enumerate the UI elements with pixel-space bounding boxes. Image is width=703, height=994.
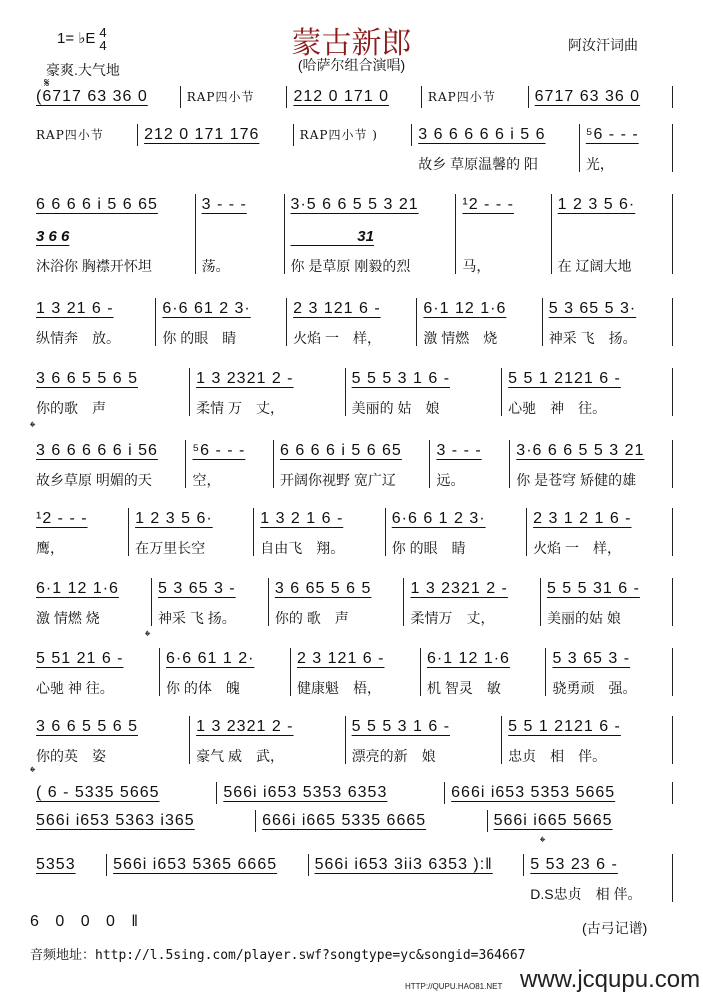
- score-row: [30, 194, 673, 274]
- measure: [502, 368, 673, 416]
- song-title: 蒙古新郎: [291, 26, 412, 61]
- measure: [346, 368, 503, 416]
- notes: 212 0 171 0: [293, 88, 389, 105]
- measure: [412, 124, 580, 172]
- notes: 5 5 5 3 1 6 -: [351, 370, 451, 387]
- measure: [580, 124, 673, 172]
- lyric: 你 的眼 睛: [391, 540, 466, 556]
- lyric: 远。: [436, 472, 465, 488]
- lyric: 火焰 一 样，: [533, 540, 621, 556]
- notes: 666i i653 5353 5665: [451, 784, 616, 801]
- lyric: 心驰 神 往。: [508, 400, 607, 416]
- notes: 666i i665 5335 6665: [262, 812, 427, 829]
- notes: 5 3 65 5 3·: [548, 300, 637, 317]
- lyric: 你的歌 声: [36, 400, 106, 416]
- alternate-notes: 3 6 6: [36, 228, 70, 245]
- score-row: [30, 782, 673, 804]
- performer: (哈萨尔组合演唱): [297, 57, 406, 73]
- score-row: [30, 508, 673, 556]
- transcriber: (古弓记谱): [582, 920, 648, 936]
- notes: 1 3 21 6 -: [36, 300, 114, 317]
- measure: [30, 782, 217, 804]
- lyric: 你 是草原 刚毅的烈: [290, 258, 411, 274]
- score-row: [30, 716, 673, 764]
- lyric: 美丽的姑 娘: [546, 610, 621, 626]
- lyric: 美丽的 姑 娘: [351, 400, 440, 416]
- measure: [186, 440, 273, 488]
- measure: [196, 194, 285, 274]
- measure: [445, 782, 673, 804]
- watermark-url: HTTP://QUPU.HAO81.NET: [405, 982, 503, 991]
- notes: 5 5 1 2121 6 -: [508, 718, 621, 735]
- lyric: D.S忠贞 相 伴。: [530, 886, 642, 902]
- measure: [430, 440, 510, 488]
- notes: 1 2 3 5 6·: [135, 510, 213, 527]
- notes: 5 51 21 6 -: [36, 650, 124, 667]
- score-row: [30, 810, 673, 832]
- notes: 2 3 1 2 1 6 -: [533, 510, 632, 527]
- notes: 6·6 61 1 2·: [166, 650, 255, 667]
- lyric: 忠贞 相 伴。: [508, 748, 607, 764]
- measure: [502, 716, 673, 764]
- notes: 1 2 3 5 6·: [557, 196, 636, 213]
- notes: 3 6 6 6 6 6 i 56: [36, 442, 158, 459]
- lyric: 你 是苍穹 矫健的雄: [516, 472, 637, 488]
- lyric: 空，: [192, 472, 221, 488]
- measure: [294, 124, 413, 146]
- coda-icon: 𝄌: [540, 834, 546, 851]
- measure: [107, 854, 309, 876]
- notes: 5 3 65 3 -: [552, 650, 631, 667]
- measure: [30, 124, 138, 146]
- notes: 5353: [36, 856, 76, 873]
- measure: [421, 648, 546, 696]
- measure: [160, 648, 291, 696]
- measure: [181, 86, 288, 108]
- lyric: 神采 飞 扬。: [548, 330, 637, 346]
- measure: [30, 854, 107, 876]
- measure: [30, 716, 190, 764]
- notes: RAP四小节: [186, 90, 255, 104]
- measure: [30, 368, 190, 416]
- notes: 6·1 12 1·6: [423, 300, 507, 317]
- lyric: 鹰，: [36, 540, 64, 556]
- measure: [422, 86, 529, 108]
- measure: [552, 194, 673, 274]
- notes: ( 6 - 5335 5665: [36, 784, 160, 801]
- alternate-notes: 31: [290, 228, 374, 245]
- score-row: [30, 298, 673, 346]
- lyric: 你的英 姿: [36, 748, 106, 764]
- notes: 5 53 23 6 -: [530, 856, 618, 873]
- lyric: 豪气 威 武，: [196, 748, 284, 764]
- measure: [291, 648, 421, 696]
- author: 阿汝汗词曲: [568, 37, 638, 53]
- lyric: 故乡草原 明媚的天: [36, 472, 152, 488]
- notes: ⁵6 - - -: [192, 442, 246, 459]
- notes: 5 3 65 3 -: [158, 580, 236, 597]
- notes: 5 5 1 2121 6 -: [508, 370, 621, 387]
- spacer: [462, 228, 544, 248]
- key: 1= ♭E: [57, 30, 96, 47]
- lyric: 健康魁 梧，: [296, 680, 381, 696]
- measure: [269, 578, 405, 626]
- spacer: [558, 228, 666, 248]
- spacer: [202, 228, 278, 248]
- measure: [529, 86, 673, 108]
- score-row: [30, 578, 673, 626]
- tempo-marking: 豪爽.大气地: [46, 62, 120, 78]
- lyric: 机 智灵 敏: [426, 680, 501, 696]
- watermark-logo: www.jcqupu.com: [520, 966, 701, 993]
- measure: [129, 508, 254, 556]
- notes: 212 0 171 176: [144, 126, 260, 143]
- notes: 3·6 6 6 5 5 3 21: [516, 442, 645, 459]
- measure: [30, 194, 196, 274]
- measure: [285, 194, 457, 274]
- measure: [217, 782, 445, 804]
- notes: ⁵6 - - -: [585, 126, 639, 143]
- notes: 3 - - -: [436, 442, 482, 459]
- key-signature: [57, 24, 107, 54]
- measure: [488, 810, 673, 832]
- measure: [30, 298, 156, 346]
- score-row: [30, 440, 673, 488]
- notes: 3 - - -: [201, 196, 247, 213]
- measure: [527, 508, 673, 556]
- notes: (6717 63 36 0: [36, 88, 148, 105]
- lyric: 心驰 神 往。: [36, 680, 114, 696]
- final-measure: 6 0 0 0 ‖: [30, 913, 144, 930]
- measure: [30, 578, 152, 626]
- lyric: 火焰 一 样，: [293, 330, 382, 346]
- notes: 2 3 121 6 -: [296, 650, 385, 667]
- measure: [190, 368, 346, 416]
- measure: [30, 810, 256, 832]
- notes: 6·1 12 1·6: [36, 580, 119, 597]
- score-row: [30, 854, 673, 902]
- lyric: 柔情 万 丈，: [196, 400, 284, 416]
- notes: 3 6 65 5 6 5: [274, 580, 372, 597]
- notes: RAP四小节: [427, 90, 496, 104]
- notes: 2 3 121 6 -: [293, 300, 381, 317]
- notes: 1 3 2321 2 -: [410, 580, 508, 597]
- measure: [152, 578, 269, 626]
- measure: [524, 854, 673, 902]
- lyric: 自由飞 翔。: [260, 540, 345, 556]
- time-signature: [99, 26, 106, 52]
- time-bottom: 4: [99, 38, 107, 54]
- measure: [254, 508, 386, 556]
- notes: 3 6 6 5 5 6 5: [36, 718, 138, 735]
- notes: 6 6 6 6 i 5 6 65: [279, 442, 402, 459]
- lyric: 光，: [585, 156, 614, 172]
- lyric: 激 情燃 烧: [36, 610, 100, 626]
- notes: 566i i653 5365 6665: [113, 856, 278, 873]
- measure: [546, 648, 673, 696]
- notes: 3 6 6 5 5 6 5: [36, 370, 138, 387]
- measure: [510, 440, 673, 488]
- coda-icon: 𝄌: [30, 419, 36, 436]
- lyric: 你的 歌 声: [274, 610, 349, 626]
- score-row: [30, 648, 673, 696]
- lyric: 你 的眼 睛: [162, 330, 237, 346]
- measure: [456, 194, 551, 274]
- lyric: 在万里长空: [135, 540, 206, 556]
- lyric: 纵情奔 放。: [36, 330, 120, 346]
- notes: 1 3 2321 2 -: [196, 370, 294, 387]
- notes: 6·1 12 1·6: [426, 650, 510, 667]
- notes: 5 5 5 3 1 6 -: [351, 718, 451, 735]
- measure: [274, 440, 430, 488]
- lyric: 柔情万 丈，: [410, 610, 495, 626]
- notes: 566i i653 5363 i365: [36, 812, 195, 829]
- lyric: 神采 飞 扬。: [158, 610, 236, 626]
- score-row: [30, 86, 673, 108]
- notes: 6·6 6 1 2 3·: [391, 510, 486, 527]
- lyric: 在 辽阔大地: [557, 258, 632, 274]
- notes: 566i i653 3ii3 6353 ):‖: [314, 856, 493, 873]
- time-top: 4: [99, 25, 107, 41]
- lyric: 你 的体 魄: [166, 680, 240, 696]
- audio-link[interactable]: 音频地址：http://l.5sing.com/player.swf?songtype=yc&songid=364667: [30, 948, 526, 963]
- notes: 6·6 61 2 3·: [162, 300, 251, 317]
- measure: [309, 854, 525, 876]
- lyric: 骁勇顽 强。: [552, 680, 637, 696]
- notes: ¹2 - - -: [462, 196, 514, 213]
- notes: 6717 63 36 0: [534, 88, 641, 105]
- lyric: 故乡 草原温馨的 阳: [418, 156, 539, 172]
- notes: RAP四小节 ): [299, 128, 378, 142]
- notes: 6 6 6 6 i 5 6 65: [36, 196, 158, 213]
- measure: [30, 508, 129, 556]
- measure: [386, 508, 527, 556]
- measure: [417, 298, 542, 346]
- notes: 3 6 6 6 6 6 i 5 6: [418, 126, 546, 143]
- measure: [156, 298, 287, 346]
- lyric: 漂亮的新 娘: [351, 748, 436, 764]
- measure: [30, 440, 186, 488]
- measure: [287, 86, 421, 108]
- coda-icon: 𝄌: [30, 764, 36, 781]
- measure: [138, 124, 294, 146]
- measure: [30, 86, 181, 108]
- measure: [30, 648, 160, 696]
- lyric: 开阔你视野 宽广辽: [279, 472, 396, 488]
- measure: [256, 810, 487, 832]
- notes: 1 3 2321 2 -: [196, 718, 294, 735]
- notes: 1 3 2 1 6 -: [260, 510, 344, 527]
- measure: [287, 298, 417, 346]
- measure: [190, 716, 346, 764]
- lyric: 沐浴你 胸襟开怀坦: [36, 258, 152, 274]
- notes: 3·5 6 6 5 5 3 21: [290, 196, 419, 213]
- segno-icon: 𝄋: [44, 75, 50, 90]
- lyric: 荡。: [201, 258, 230, 274]
- notes: 566i i665 5665: [493, 812, 613, 829]
- score-row: [30, 124, 673, 172]
- notes: 566i i653 5353 6353: [223, 784, 388, 801]
- notes: 5 5 5 31 6 -: [546, 580, 640, 597]
- measure: [346, 716, 503, 764]
- notes: ¹2 - - -: [36, 510, 88, 527]
- measure: [543, 298, 673, 346]
- coda-icon: 𝄌: [145, 628, 151, 645]
- lyric: 马，: [462, 258, 491, 274]
- score-row: [30, 368, 673, 416]
- notes: RAP四小节: [36, 128, 104, 142]
- measure: [404, 578, 540, 626]
- measure: [541, 578, 673, 626]
- lyric: 激 情燃 烧: [423, 330, 498, 346]
